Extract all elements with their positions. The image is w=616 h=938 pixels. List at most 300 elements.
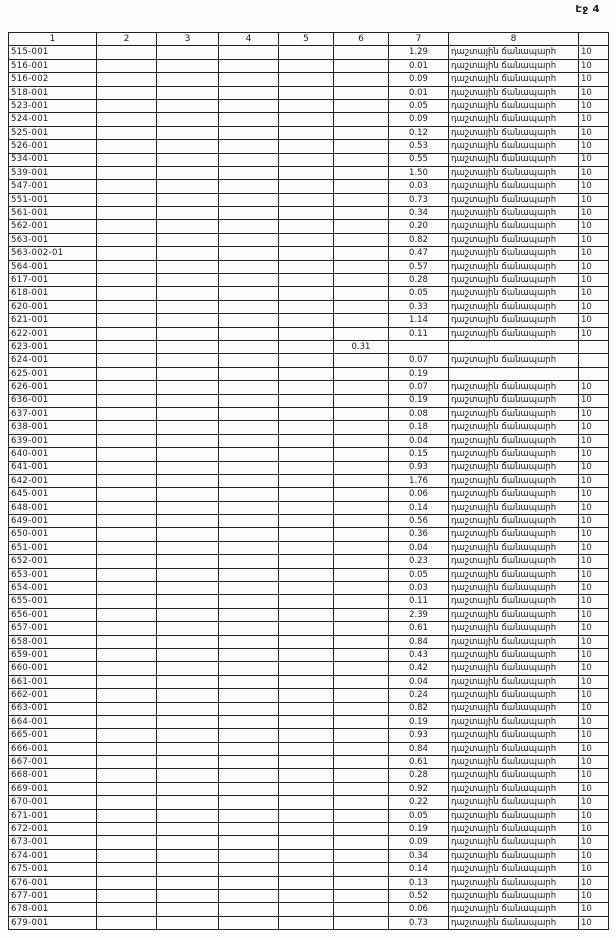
edge-mark: 10 — [579, 46, 609, 59]
table-row — [9, 314, 609, 327]
table-row — [9, 501, 609, 514]
land-use-desc-cell: դաշտային ճանապարհ — [449, 488, 579, 501]
empty-cell — [97, 407, 157, 420]
area-value-cell: 0.06 — [389, 488, 449, 501]
empty-cell — [157, 421, 219, 434]
table-row — [9, 99, 609, 112]
empty-cell — [97, 582, 157, 595]
area-value-cell: 0.47 — [389, 247, 449, 260]
col6-value-cell — [334, 300, 389, 313]
empty-cell — [157, 622, 219, 635]
empty-cell — [97, 220, 157, 233]
col6-value-cell — [334, 515, 389, 528]
land-use-desc-cell: դաշտային ճանապարհ — [449, 675, 579, 688]
code-cell: 564-001 — [9, 260, 97, 273]
empty-cell — [97, 515, 157, 528]
land-use-desc-cell: դաշտային ճանապարհ — [449, 648, 579, 661]
code-cell: 648-001 — [9, 501, 97, 514]
empty-cell — [157, 166, 219, 179]
empty-cell — [97, 648, 157, 661]
empty-cell — [279, 59, 334, 72]
code-cell: 653-001 — [9, 568, 97, 581]
land-use-desc-cell: դաշտային ճանապարհ — [449, 756, 579, 769]
edge-mark: 10 — [579, 287, 609, 300]
empty-cell — [219, 702, 279, 715]
empty-cell — [97, 113, 157, 126]
area-value-cell: 1.14 — [389, 314, 449, 327]
edge-mark: 10 — [579, 582, 609, 595]
table-row — [9, 86, 609, 99]
empty-cell — [97, 327, 157, 340]
empty-cell — [219, 823, 279, 836]
empty-cell — [279, 849, 334, 862]
empty-cell — [157, 180, 219, 193]
empty-cell — [219, 354, 279, 367]
land-use-desc-cell: դաշտային ճանապարհ — [449, 434, 579, 447]
empty-cell — [157, 756, 219, 769]
area-value-cell: 0.01 — [389, 86, 449, 99]
table-row — [9, 662, 609, 675]
empty-cell — [157, 863, 219, 876]
area-value-cell: 0.05 — [389, 287, 449, 300]
table-row — [9, 407, 609, 420]
edge-mark — [579, 367, 609, 380]
area-value-cell: 0.14 — [389, 863, 449, 876]
empty-cell — [219, 528, 279, 541]
empty-cell — [279, 381, 334, 394]
empty-cell — [97, 635, 157, 648]
col6-value-cell — [334, 327, 389, 340]
col6-value-cell — [334, 501, 389, 514]
area-value-cell: 0.52 — [389, 890, 449, 903]
area-value-cell: 0.04 — [389, 434, 449, 447]
column-header: 3 — [157, 33, 219, 46]
empty-cell — [219, 595, 279, 608]
land-use-desc-cell: դաշտային ճանապարհ — [449, 474, 579, 487]
empty-cell — [279, 769, 334, 782]
table-row — [9, 742, 609, 755]
code-cell: 675-001 — [9, 863, 97, 876]
area-value-cell — [389, 340, 449, 353]
land-use-desc-cell: դաշտային ճանապարհ — [449, 300, 579, 313]
empty-cell — [97, 354, 157, 367]
empty-cell — [97, 474, 157, 487]
empty-cell — [157, 340, 219, 353]
column-header: 6 — [334, 33, 389, 46]
edge-mark: 10 — [579, 59, 609, 72]
area-value-cell: 0.43 — [389, 648, 449, 661]
edge-mark: 10 — [579, 381, 609, 394]
empty-cell — [97, 99, 157, 112]
code-cell: 563-002-01 — [9, 247, 97, 260]
edge-mark: 10 — [579, 528, 609, 541]
table-row — [9, 849, 609, 862]
empty-cell — [157, 541, 219, 554]
code-cell: 561-001 — [9, 207, 97, 220]
area-value-cell: 0.57 — [389, 260, 449, 273]
col6-value-cell — [334, 193, 389, 206]
land-use-desc-cell: դաշտային ճանապարհ — [449, 769, 579, 782]
empty-cell — [279, 314, 334, 327]
col6-value-cell — [334, 662, 389, 675]
empty-cell — [279, 876, 334, 889]
table-row — [9, 421, 609, 434]
empty-cell — [157, 287, 219, 300]
empty-cell — [279, 46, 334, 59]
empty-cell — [279, 903, 334, 916]
empty-cell — [157, 327, 219, 340]
table-row — [9, 528, 609, 541]
area-value-cell: 0.84 — [389, 635, 449, 648]
empty-cell — [219, 207, 279, 220]
empty-cell — [157, 769, 219, 782]
empty-cell — [157, 59, 219, 72]
empty-cell — [219, 715, 279, 728]
empty-cell — [219, 769, 279, 782]
empty-cell — [97, 274, 157, 287]
empty-cell — [157, 715, 219, 728]
empty-cell — [97, 568, 157, 581]
empty-cell — [279, 595, 334, 608]
table-row — [9, 541, 609, 554]
empty-cell — [279, 207, 334, 220]
table-row — [9, 876, 609, 889]
empty-cell — [219, 488, 279, 501]
table-row — [9, 354, 609, 367]
empty-cell — [157, 809, 219, 822]
empty-cell — [97, 876, 157, 889]
col6-value-cell — [334, 608, 389, 621]
empty-cell — [219, 73, 279, 86]
area-value-cell: 0.11 — [389, 327, 449, 340]
col6-value-cell — [334, 702, 389, 715]
table-row — [9, 260, 609, 273]
table-row — [9, 166, 609, 179]
code-cell: 623-001 — [9, 340, 97, 353]
empty-cell — [157, 260, 219, 273]
empty-cell — [279, 461, 334, 474]
area-value-cell: 0.19 — [389, 823, 449, 836]
area-value-cell: 0.53 — [389, 140, 449, 153]
empty-cell — [157, 582, 219, 595]
empty-cell — [97, 836, 157, 849]
empty-cell — [97, 59, 157, 72]
code-cell: 660-001 — [9, 662, 97, 675]
empty-cell — [219, 448, 279, 461]
empty-cell — [157, 153, 219, 166]
area-value-cell: 0.13 — [389, 876, 449, 889]
code-cell: 534-001 — [9, 153, 97, 166]
edge-mark: 10 — [579, 541, 609, 554]
area-value-cell: 0.23 — [389, 555, 449, 568]
land-use-desc-cell: դաշտային ճանապարհ — [449, 166, 579, 179]
area-value-cell: 2.39 — [389, 608, 449, 621]
table-row — [9, 595, 609, 608]
table-body — [9, 46, 609, 930]
code-cell: 523-001 — [9, 99, 97, 112]
empty-cell — [279, 662, 334, 675]
empty-cell — [279, 488, 334, 501]
empty-cell — [279, 675, 334, 688]
empty-cell — [219, 46, 279, 59]
empty-cell — [157, 140, 219, 153]
col6-value-cell — [334, 849, 389, 862]
code-cell: 515-001 — [9, 46, 97, 59]
edge-mark: 10 — [579, 796, 609, 809]
empty-cell — [97, 260, 157, 273]
col6-value-cell — [334, 153, 389, 166]
empty-cell — [279, 742, 334, 755]
empty-cell — [219, 541, 279, 554]
code-cell: 562-001 — [9, 220, 97, 233]
col6-value-cell — [334, 126, 389, 139]
col6-value-cell — [334, 916, 389, 929]
col6-value-cell — [334, 742, 389, 755]
table-row — [9, 568, 609, 581]
empty-cell — [279, 394, 334, 407]
col6-value-cell — [334, 782, 389, 795]
code-cell: 626-001 — [9, 381, 97, 394]
edge-mark: 10 — [579, 756, 609, 769]
empty-cell — [97, 742, 157, 755]
land-use-desc-cell: դաշտային ճանապարհ — [449, 220, 579, 233]
edge-mark: 10 — [579, 421, 609, 434]
col6-value-cell — [334, 46, 389, 59]
empty-cell — [219, 796, 279, 809]
land-use-desc-cell: դաշտային ճանապարհ — [449, 327, 579, 340]
area-value-cell: 0.84 — [389, 742, 449, 755]
empty-cell — [157, 474, 219, 487]
land-use-desc-cell: դաշտային ճանապարհ — [449, 541, 579, 554]
empty-cell — [97, 675, 157, 688]
code-cell: 655-001 — [9, 595, 97, 608]
empty-cell — [219, 327, 279, 340]
edge-mark: 10 — [579, 153, 609, 166]
land-use-desc-cell: դաշտային ճանապարհ — [449, 916, 579, 929]
empty-cell — [279, 809, 334, 822]
empty-cell — [157, 635, 219, 648]
empty-cell — [97, 689, 157, 702]
land-use-desc-cell: դաշտային ճանապարհ — [449, 461, 579, 474]
area-value-cell: 0.07 — [389, 354, 449, 367]
land-use-desc-cell: դաշտային ճանապարհ — [449, 501, 579, 514]
code-cell: 666-001 — [9, 742, 97, 755]
table-row — [9, 461, 609, 474]
land-use-desc-cell: դաշտային ճանապարհ — [449, 702, 579, 715]
empty-cell — [279, 113, 334, 126]
empty-cell — [97, 247, 157, 260]
code-cell: 640-001 — [9, 448, 97, 461]
edge-mark: 10 — [579, 394, 609, 407]
edge-mark: 10 — [579, 568, 609, 581]
area-value-cell: 0.33 — [389, 300, 449, 313]
empty-cell — [279, 340, 334, 353]
empty-cell — [157, 782, 219, 795]
empty-cell — [219, 863, 279, 876]
area-value-cell: 0.22 — [389, 796, 449, 809]
table-row — [9, 729, 609, 742]
table-row — [9, 220, 609, 233]
edge-mark: 10 — [579, 126, 609, 139]
empty-cell — [97, 849, 157, 862]
code-cell: 620-001 — [9, 300, 97, 313]
area-value-cell: 0.92 — [389, 782, 449, 795]
code-cell: 650-001 — [9, 528, 97, 541]
empty-cell — [219, 635, 279, 648]
area-value-cell: 0.03 — [389, 582, 449, 595]
empty-cell — [279, 193, 334, 206]
edge-mark: 10 — [579, 622, 609, 635]
edge-mark: 10 — [579, 836, 609, 849]
code-cell: 661-001 — [9, 675, 97, 688]
area-value-cell: 0.20 — [389, 220, 449, 233]
code-cell: 665-001 — [9, 729, 97, 742]
empty-cell — [97, 193, 157, 206]
table-row — [9, 46, 609, 59]
empty-cell — [219, 193, 279, 206]
area-value-cell: 0.09 — [389, 113, 449, 126]
empty-cell — [157, 836, 219, 849]
land-use-desc-cell: դաշտային ճանապարհ — [449, 407, 579, 420]
col6-value-cell — [334, 729, 389, 742]
edge-mark: 10 — [579, 314, 609, 327]
edge-mark: 10 — [579, 916, 609, 929]
col6-value-cell — [334, 903, 389, 916]
empty-cell — [157, 849, 219, 862]
code-cell: 670-001 — [9, 796, 97, 809]
col6-value-cell — [334, 675, 389, 688]
empty-cell — [97, 608, 157, 621]
empty-cell — [157, 568, 219, 581]
empty-cell — [219, 233, 279, 246]
empty-cell — [157, 876, 219, 889]
land-use-desc-cell: դաշտային ճանապարհ — [449, 153, 579, 166]
empty-cell — [97, 488, 157, 501]
col6-value-cell — [334, 582, 389, 595]
area-value-cell: 0.12 — [389, 126, 449, 139]
edge-mark: 10 — [579, 99, 609, 112]
area-value-cell: 0.09 — [389, 836, 449, 849]
col6-value-cell: 0.31 — [334, 340, 389, 353]
edge-mark: 10 — [579, 595, 609, 608]
header-row — [9, 33, 609, 46]
empty-cell — [279, 180, 334, 193]
empty-cell — [279, 367, 334, 380]
empty-cell — [279, 99, 334, 112]
empty-cell — [279, 86, 334, 99]
col6-value-cell — [334, 528, 389, 541]
table-header-row — [9, 33, 609, 46]
code-cell: 659-001 — [9, 648, 97, 661]
code-cell: 525-001 — [9, 126, 97, 139]
empty-cell — [219, 367, 279, 380]
code-cell: 618-001 — [9, 287, 97, 300]
code-cell: 678-001 — [9, 903, 97, 916]
code-cell: 667-001 — [9, 756, 97, 769]
empty-cell — [157, 461, 219, 474]
area-value-cell: 1.29 — [389, 46, 449, 59]
col6-value-cell — [334, 407, 389, 420]
code-cell: 622-001 — [9, 327, 97, 340]
edge-mark: 10 — [579, 702, 609, 715]
empty-cell — [279, 153, 334, 166]
empty-cell — [219, 608, 279, 621]
code-cell: 651-001 — [9, 541, 97, 554]
empty-cell — [219, 113, 279, 126]
edge-mark: 10 — [579, 233, 609, 246]
edge-mark: 10 — [579, 675, 609, 688]
empty-cell — [157, 394, 219, 407]
empty-cell — [157, 823, 219, 836]
empty-cell — [157, 407, 219, 420]
table-row — [9, 434, 609, 447]
col6-value-cell — [334, 595, 389, 608]
empty-cell — [97, 662, 157, 675]
empty-cell — [219, 622, 279, 635]
empty-cell — [219, 394, 279, 407]
table-row — [9, 648, 609, 661]
empty-cell — [279, 287, 334, 300]
land-use-desc-cell: դաշտային ճանապարհ — [449, 73, 579, 86]
edge-mark: 10 — [579, 903, 609, 916]
empty-cell — [279, 836, 334, 849]
land-use-desc-cell: դաշտային ճանապարհ — [449, 622, 579, 635]
edge-mark: 10 — [579, 876, 609, 889]
land-use-desc-cell: դաշտային ճանապարհ — [449, 582, 579, 595]
empty-cell — [219, 729, 279, 742]
edge-mark: 10 — [579, 635, 609, 648]
edge-mark: 10 — [579, 809, 609, 822]
land-use-desc-cell: դաշտային ճանապարհ — [449, 46, 579, 59]
code-cell: 677-001 — [9, 890, 97, 903]
code-cell: 674-001 — [9, 849, 97, 862]
empty-cell — [219, 648, 279, 661]
table-row — [9, 300, 609, 313]
col6-value-cell — [334, 689, 389, 702]
edge-mark: 10 — [579, 113, 609, 126]
edge-mark: 10 — [579, 823, 609, 836]
empty-cell — [157, 515, 219, 528]
empty-cell — [219, 916, 279, 929]
edge-mark: 10 — [579, 407, 609, 420]
empty-cell — [157, 193, 219, 206]
empty-cell — [97, 782, 157, 795]
table-row — [9, 340, 609, 353]
col6-value-cell — [334, 274, 389, 287]
table-row — [9, 796, 609, 809]
table-row — [9, 702, 609, 715]
empty-cell — [97, 541, 157, 554]
edge-mark: 10 — [579, 207, 609, 220]
area-value-cell: 0.34 — [389, 207, 449, 220]
col6-value-cell — [334, 86, 389, 99]
empty-cell — [219, 340, 279, 353]
empty-cell — [279, 434, 334, 447]
empty-cell — [219, 903, 279, 916]
empty-cell — [219, 166, 279, 179]
code-cell: 551-001 — [9, 193, 97, 206]
code-cell: 516-002 — [9, 73, 97, 86]
empty-cell — [219, 140, 279, 153]
edge-mark: 10 — [579, 73, 609, 86]
empty-cell — [157, 274, 219, 287]
empty-cell — [219, 260, 279, 273]
empty-cell — [157, 608, 219, 621]
empty-cell — [97, 153, 157, 166]
edge-mark: 10 — [579, 474, 609, 487]
empty-cell — [97, 126, 157, 139]
empty-cell — [97, 769, 157, 782]
